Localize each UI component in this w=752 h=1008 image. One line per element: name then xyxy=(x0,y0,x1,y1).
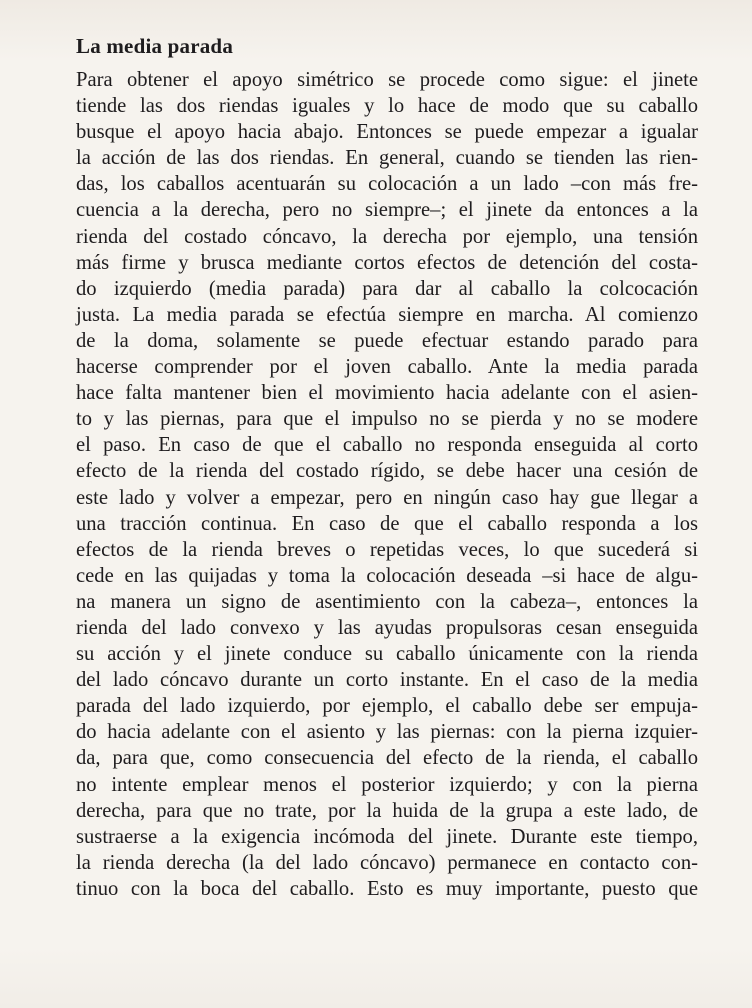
text-line: la rienda derecha (la del lado cóncavo) permanece en contacto con- xyxy=(76,851,698,874)
text-line: rienda del costado cóncavo, la derecha por ejemplo, una tensión xyxy=(76,225,698,248)
text-line: derecha, para que no trate, por la huida de la grupa a este lado, de xyxy=(76,799,698,822)
text-line: tinuo con la boca del caballo. Esto es muy importante, puesto que xyxy=(76,877,698,900)
text-line: rienda del lado convexo y las ayudas propulsoras cesan enseguida xyxy=(76,616,698,639)
text-line: su acción y el jinete conduce su caballo únicamente con la rienda xyxy=(76,643,698,666)
text-line: hace falta mantener bien el movimiento hacia adelante con el asien- xyxy=(76,382,698,405)
text-line: da, para que, como consecuencia del efecto de la rienda, el caballo xyxy=(76,747,698,770)
text-line: tiende las dos riendas iguales y lo hace de modo que su caballo xyxy=(76,95,698,118)
text-line: de la doma, solamente se puede efectuar estando parado para xyxy=(76,329,698,352)
text-line: parada del lado izquierdo, por ejemplo, el caballo debe ser empuja- xyxy=(76,695,698,718)
text-line: cuencia a la derecha, pero no siempre–; el jinete da entonces a la xyxy=(76,199,698,222)
text-line: el paso. En caso de que el caballo no responda enseguida al corto xyxy=(76,434,698,457)
text-line: das, los caballos acentuarán su colocación a un lado –con más fre- xyxy=(76,173,698,196)
section-heading: La media parada xyxy=(76,34,234,58)
text-line: cede en las quijadas y toma la colocación deseada –si hace de algu- xyxy=(76,564,698,587)
text-line: do izquierdo (media parada) para dar al caballo la colcocación xyxy=(76,277,698,300)
text-line: este lado y volver a empezar, pero en ningún caso hay gue llegar a xyxy=(76,486,698,509)
text-line: to y las piernas, para que el impulso no se pierda y no se modere xyxy=(76,408,698,431)
body-paragraph xyxy=(76,67,698,902)
text-line: efecto de la rienda del costado rígido, se debe hacer una cesión de xyxy=(76,460,698,483)
text-line: busque el apoyo hacia abajo. Entonces se puede empezar a igualar xyxy=(76,121,698,144)
text-line: efectos de la rienda breves o repetidas veces, lo que sucederá si xyxy=(76,538,698,561)
text-line: la acción de las dos riendas. En general, cuando se tienden las rien- xyxy=(76,147,698,170)
text-line: do hacia adelante con el asiento y las piernas: con la pierna izquier- xyxy=(76,721,698,744)
text-line: Para obtener el apoyo simétrico se procede como sigue: el jinete xyxy=(76,69,698,91)
text-line: más firme y brusca mediante cortos efectos de detención del costa- xyxy=(76,251,698,274)
text-line: justa. La media parada se efectúa siempre en marcha. Al comienzo xyxy=(76,303,698,326)
text-line: hacerse comprender por el joven caballo. Ante la media parada xyxy=(76,356,698,379)
text-line: sustraerse a la exigencia incómoda del jinete. Durante este tiempo, xyxy=(76,825,698,848)
text-line: na manera un signo de asentimiento con la cabeza–, entonces la xyxy=(76,590,698,613)
text-line: no intente emplear menos el posterior izquierdo; y con la pierna xyxy=(76,773,698,796)
text-line: una tracción continua. En caso de que el caballo responda a los xyxy=(76,512,698,535)
text-line: del lado cóncavo durante un corto instante. En el caso de la media xyxy=(76,669,698,692)
